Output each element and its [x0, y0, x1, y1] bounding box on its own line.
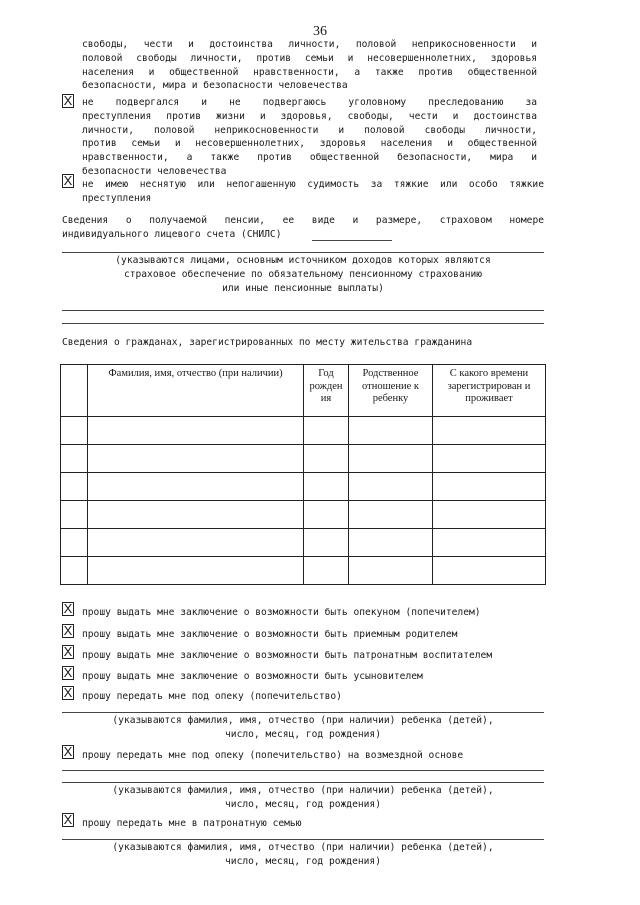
cell-birth-year[interactable]: [304, 473, 349, 501]
child-hint: [62, 784, 544, 812]
cell-index[interactable]: [61, 417, 88, 445]
text-line: свободы, чести и достоинства личности, половой неприкосновенности и: [82, 39, 537, 50]
table-header-row: [61, 365, 546, 417]
cell-index[interactable]: [61, 445, 88, 473]
cell-birth-year[interactable]: [304, 557, 349, 585]
column-header-name: Фамилия, имя, отчество (при наличии): [88, 365, 304, 417]
cell-name[interactable]: [88, 529, 304, 557]
request-adopter-conclusion: прошу выдать мне заключение о возможности быть усыновителем: [82, 671, 423, 682]
checkbox-no-conviction[interactable]: X: [63, 173, 73, 188]
cell-index[interactable]: [61, 501, 88, 529]
text-line: безопасности человечества: [82, 165, 227, 177]
request-paid-guardianship: прошу передать мне под опеку (попечительство) на возмездной основе: [82, 750, 464, 761]
child-input-line[interactable]: [62, 782, 544, 783]
request-patronage-educator-conclusion: прошу выдать мне заключение о возможности быть патронатным воспитателем: [82, 650, 493, 661]
column-header-index: [61, 365, 88, 417]
request-guardian-conclusion: прошу выдать мне заключение о возможности быть опекуном (попечителем): [82, 607, 481, 618]
column-header-birth-year: Год рожден ия: [304, 365, 349, 417]
text-line: нравственности, а также против общественной безопасности, мира и: [82, 152, 537, 164]
pension-extra-line[interactable]: [62, 310, 544, 311]
child-hint: [62, 714, 544, 742]
cell-name[interactable]: [88, 473, 304, 501]
intro-paragraph: [82, 38, 537, 93]
column-header-relation: Родственное отношение к ребенку: [349, 365, 433, 417]
cell-relation[interactable]: [349, 417, 433, 445]
hint-line: число, месяц, год рождения): [225, 855, 381, 867]
cell-name[interactable]: [88, 557, 304, 585]
cell-birth-year[interactable]: [304, 501, 349, 529]
child-input-line[interactable]: [62, 712, 544, 713]
child-input-line[interactable]: [62, 770, 544, 771]
text-line: не подвергался и не подвергаюсь уголовному преследованию за: [82, 97, 537, 108]
cell-name[interactable]: [88, 417, 304, 445]
text-line: половой свободы личности, против семьи и несовершеннолетних, здоровья: [82, 52, 537, 64]
cell-relation[interactable]: [349, 445, 433, 473]
request-foster-parent-conclusion: прошу выдать мне заключение о возможности быть приемным родителем: [82, 629, 458, 640]
hint-line: или иные пенсионные выплаты): [222, 282, 384, 294]
cell-index[interactable]: [61, 529, 88, 557]
registered-table: [60, 364, 546, 585]
column-header-registered-since: С какого времени зарегистрирован и проживает: [433, 365, 546, 417]
cell-index[interactable]: [61, 473, 88, 501]
cell-birth-year[interactable]: [304, 529, 349, 557]
no-prosecution-text: [82, 96, 537, 179]
cell-relation[interactable]: [349, 501, 433, 529]
text-line: Сведения о получаемой пенсии, ее виде и размере, страховом номере: [62, 215, 544, 226]
cell-relation[interactable]: [349, 557, 433, 585]
hint-line: (указываются фамилия, имя, отчество (при наличии) ребенка (детей),: [112, 842, 494, 853]
no-conviction-text: [82, 178, 544, 206]
cell-birth-year[interactable]: [304, 417, 349, 445]
table-row: [61, 417, 546, 445]
cell-registered-since[interactable]: [433, 557, 546, 585]
cell-registered-since[interactable]: [433, 529, 546, 557]
text-line: безопасности, мира и безопасности человечества: [82, 80, 348, 92]
page-number: 36: [313, 24, 327, 39]
child-input-line[interactable]: [62, 839, 544, 840]
cell-registered-since[interactable]: [433, 501, 546, 529]
cell-registered-since[interactable]: [433, 473, 546, 501]
hint-line: (указываются лицами, основным источником доходов которых являются: [115, 255, 491, 266]
snils-input-line[interactable]: [312, 240, 392, 241]
pension-input-line[interactable]: [62, 252, 544, 253]
cell-name[interactable]: [88, 501, 304, 529]
cell-relation[interactable]: [349, 473, 433, 501]
cell-registered-since[interactable]: [433, 417, 546, 445]
pension-hint: [62, 254, 544, 295]
text-line: преступления против жизни и здоровья, свободы, чести и достоинства: [82, 110, 537, 122]
table-row: [61, 557, 546, 585]
pension-extra-line[interactable]: [62, 323, 544, 324]
cell-registered-since[interactable]: [433, 445, 546, 473]
checkbox-paid-guardianship[interactable]: X: [63, 744, 73, 759]
checkbox-guardian-conclusion[interactable]: X: [63, 601, 73, 616]
table-row: [61, 501, 546, 529]
pension-paragraph: [62, 214, 544, 242]
checkbox-patronage-family[interactable]: X: [63, 812, 73, 827]
hint-line: число, месяц, год рождения): [225, 728, 381, 740]
hint-line: страховое обеспечение по обязательному пенсионному страхованию: [123, 268, 483, 280]
cell-birth-year[interactable]: [304, 445, 349, 473]
text-line: личности, половой неприкосновенности и половой свободы личности,: [82, 124, 537, 136]
table-row: [61, 473, 546, 501]
checkbox-guardianship[interactable]: X: [63, 685, 73, 700]
cell-name[interactable]: [88, 445, 304, 473]
checkbox-adopter-conclusion[interactable]: X: [63, 665, 73, 680]
text-line: против семьи и несовершеннолетних, здоровья населения и общественной: [82, 138, 537, 150]
hint-line: (указываются фамилия, имя, отчество (при наличии) ребенка (детей),: [112, 785, 494, 796]
text-line: не имею неснятую или непогашенную судимость за тяжкие или особо тяжкие: [82, 179, 544, 190]
table-row: [61, 445, 546, 473]
hint-line: число, месяц, год рождения): [225, 798, 381, 810]
cell-index[interactable]: [61, 557, 88, 585]
checkbox-foster-parent-conclusion[interactable]: X: [63, 623, 73, 638]
request-patronage-family: прошу передать мне в патронатную семью: [82, 818, 302, 829]
text-line: преступления: [82, 192, 152, 204]
checkbox-no-prosecution[interactable]: X: [63, 93, 73, 108]
child-hint: [62, 841, 544, 869]
text-line: населения и общественной нравственности, а также против общественной: [82, 66, 537, 78]
cell-relation[interactable]: [349, 529, 433, 557]
request-guardianship: прошу передать мне под опеку (попечительство): [82, 691, 342, 702]
table-row: [61, 529, 546, 557]
hint-line: (указываются фамилия, имя, отчество (при наличии) ребенка (детей),: [112, 715, 494, 726]
text-line: индивидуального лицевого счета (СНИЛС): [62, 228, 282, 240]
registered-heading: Сведения о гражданах, зарегистрированных по месту жительства гражданина: [62, 337, 473, 348]
checkbox-patronage-educator-conclusion[interactable]: X: [63, 644, 73, 659]
